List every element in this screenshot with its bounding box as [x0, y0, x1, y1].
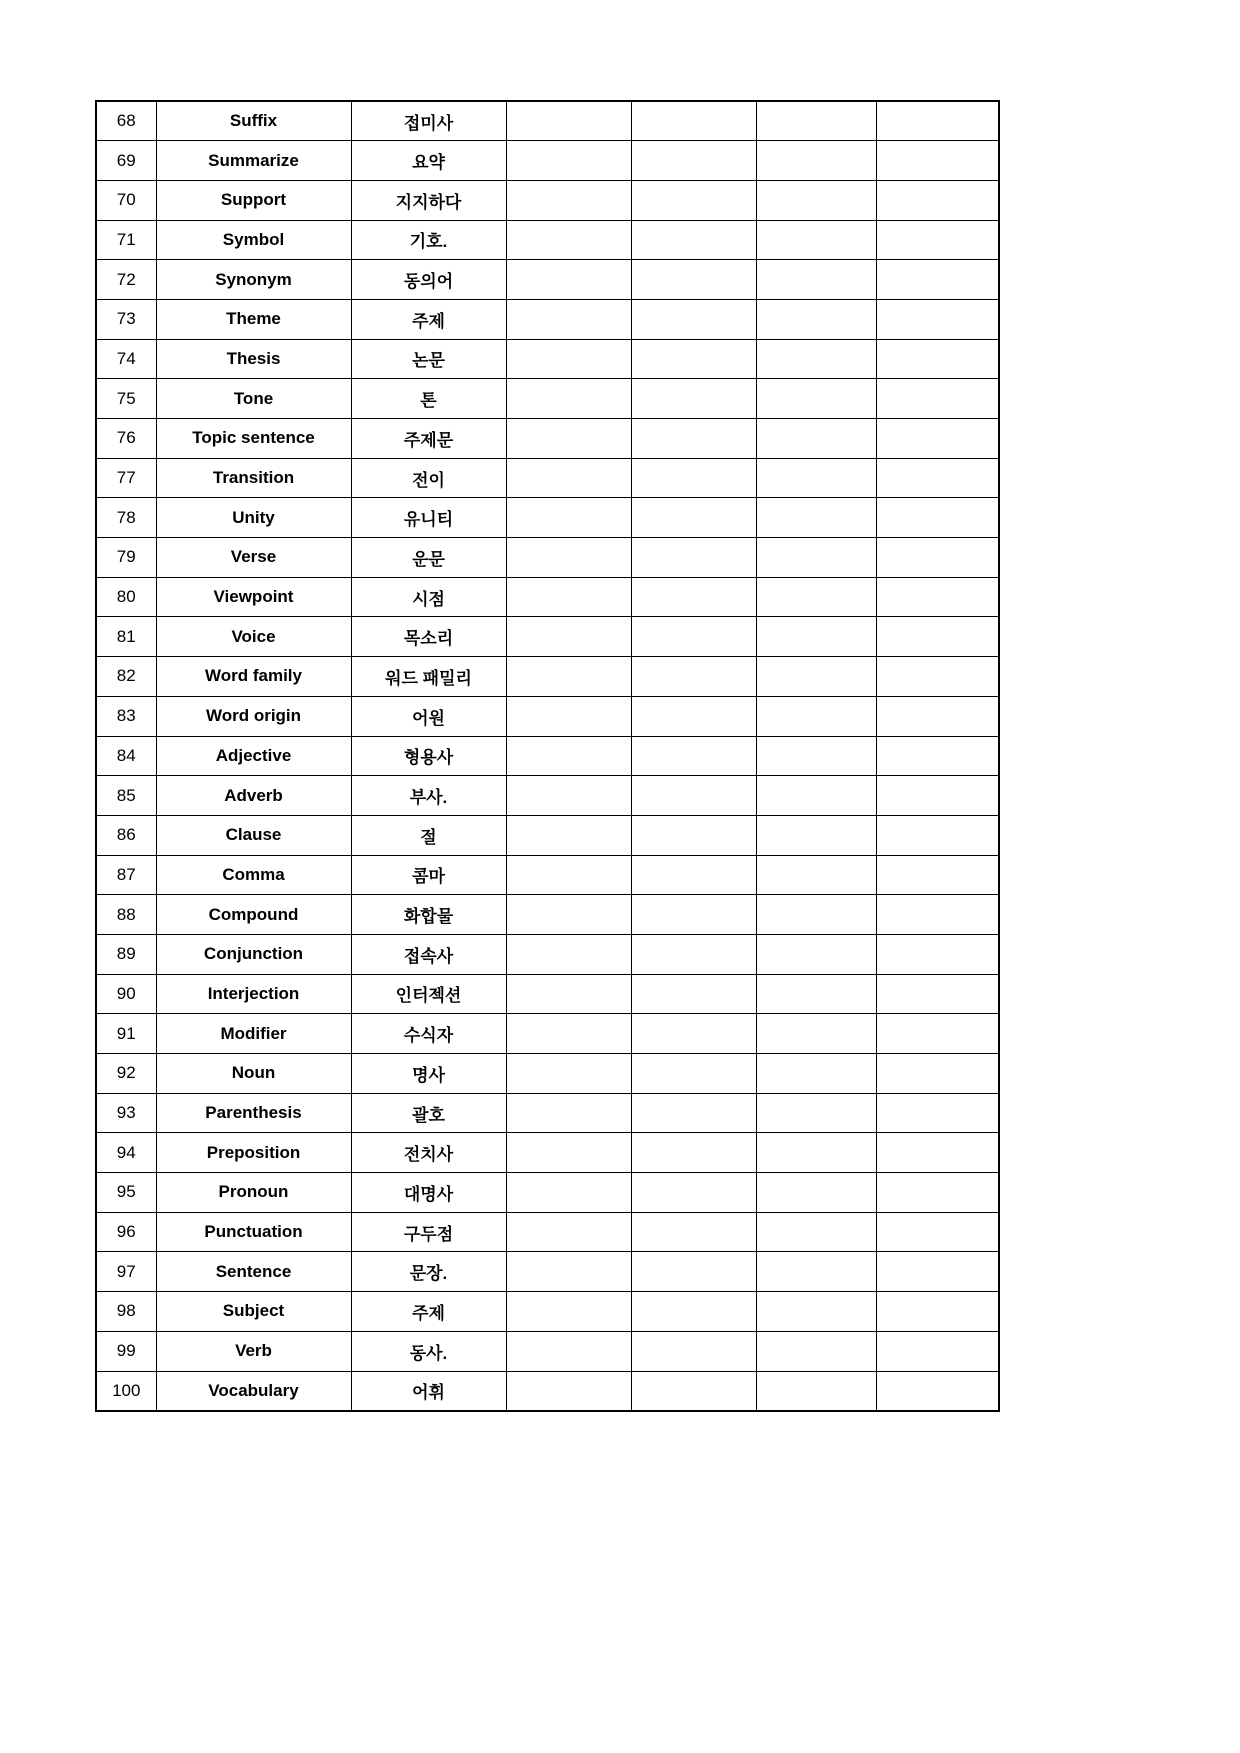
- korean-word-cell: 지지하다: [351, 180, 506, 220]
- english-word-cell: Preposition: [156, 1133, 351, 1173]
- blank-cell: [506, 1212, 631, 1252]
- korean-word-cell: 문장.: [351, 1252, 506, 1292]
- korean-word-cell: 주제: [351, 299, 506, 339]
- row-number-cell: 98: [96, 1292, 156, 1332]
- korean-word-cell: 워드 패밀리: [351, 657, 506, 697]
- blank-cell: [506, 141, 631, 181]
- table-row: [96, 538, 999, 578]
- english-word-cell: Subject: [156, 1292, 351, 1332]
- blank-cell: [631, 934, 756, 974]
- korean-word-cell: 전이: [351, 458, 506, 498]
- row-number-cell: 83: [96, 696, 156, 736]
- table-row: [96, 180, 999, 220]
- blank-cell: [506, 339, 631, 379]
- table-row: [96, 696, 999, 736]
- english-word-cell: Thesis: [156, 339, 351, 379]
- korean-word-cell: 유니티: [351, 498, 506, 538]
- blank-cell: [756, 180, 876, 220]
- korean-word-cell: 동의어: [351, 260, 506, 300]
- table-row: [96, 1133, 999, 1173]
- row-number-cell: 96: [96, 1212, 156, 1252]
- blank-cell: [756, 974, 876, 1014]
- row-number-cell: 68: [96, 101, 156, 141]
- row-number-cell: 85: [96, 776, 156, 816]
- row-number-cell: 88: [96, 895, 156, 935]
- row-number-cell: 91: [96, 1014, 156, 1054]
- english-word-cell: Symbol: [156, 220, 351, 260]
- blank-cell: [756, 1331, 876, 1371]
- blank-cell: [876, 895, 999, 935]
- korean-word-cell: 기호.: [351, 220, 506, 260]
- blank-cell: [631, 141, 756, 181]
- blank-cell: [506, 895, 631, 935]
- table-row: [96, 141, 999, 181]
- row-number-cell: 86: [96, 815, 156, 855]
- row-number-cell: 73: [96, 299, 156, 339]
- blank-cell: [631, 299, 756, 339]
- row-number-cell: 79: [96, 538, 156, 578]
- blank-cell: [506, 736, 631, 776]
- korean-word-cell: 대명사: [351, 1173, 506, 1213]
- english-word-cell: Viewpoint: [156, 577, 351, 617]
- blank-cell: [756, 1212, 876, 1252]
- table-row: [96, 815, 999, 855]
- blank-cell: [756, 458, 876, 498]
- blank-cell: [876, 1252, 999, 1292]
- blank-cell: [756, 855, 876, 895]
- row-number-cell: 92: [96, 1054, 156, 1094]
- blank-cell: [631, 974, 756, 1014]
- blank-cell: [756, 339, 876, 379]
- korean-word-cell: 논문: [351, 339, 506, 379]
- blank-cell: [506, 379, 631, 419]
- blank-cell: [876, 1093, 999, 1133]
- table-row: [96, 657, 999, 697]
- row-number-cell: 71: [96, 220, 156, 260]
- english-word-cell: Clause: [156, 815, 351, 855]
- blank-cell: [506, 220, 631, 260]
- blank-cell: [876, 101, 999, 141]
- blank-cell: [876, 934, 999, 974]
- korean-word-cell: 부사.: [351, 776, 506, 816]
- blank-cell: [506, 1371, 631, 1411]
- blank-cell: [631, 736, 756, 776]
- blank-cell: [631, 1371, 756, 1411]
- table-row: [96, 260, 999, 300]
- blank-cell: [631, 1093, 756, 1133]
- english-word-cell: Summarize: [156, 141, 351, 181]
- table-row: [96, 934, 999, 974]
- blank-cell: [756, 577, 876, 617]
- row-number-cell: 99: [96, 1331, 156, 1371]
- row-number-cell: 70: [96, 180, 156, 220]
- blank-cell: [756, 101, 876, 141]
- blank-cell: [631, 776, 756, 816]
- blank-cell: [506, 419, 631, 459]
- korean-word-cell: 접속사: [351, 934, 506, 974]
- blank-cell: [631, 419, 756, 459]
- row-number-cell: 77: [96, 458, 156, 498]
- row-number-cell: 100: [96, 1371, 156, 1411]
- row-number-cell: 84: [96, 736, 156, 776]
- blank-cell: [756, 538, 876, 578]
- blank-cell: [506, 180, 631, 220]
- blank-cell: [876, 1133, 999, 1173]
- english-word-cell: Parenthesis: [156, 1093, 351, 1133]
- blank-cell: [506, 1014, 631, 1054]
- blank-cell: [756, 1133, 876, 1173]
- table-row: [96, 736, 999, 776]
- blank-cell: [631, 1054, 756, 1094]
- row-number-cell: 95: [96, 1173, 156, 1213]
- blank-cell: [506, 1093, 631, 1133]
- table-row: [96, 776, 999, 816]
- blank-cell: [876, 736, 999, 776]
- english-word-cell: Vocabulary: [156, 1371, 351, 1411]
- blank-cell: [876, 538, 999, 578]
- row-number-cell: 74: [96, 339, 156, 379]
- blank-cell: [756, 1252, 876, 1292]
- blank-cell: [506, 1054, 631, 1094]
- row-number-cell: 76: [96, 419, 156, 459]
- english-word-cell: Noun: [156, 1054, 351, 1094]
- table-row: [96, 379, 999, 419]
- korean-word-cell: 절: [351, 815, 506, 855]
- blank-cell: [756, 1014, 876, 1054]
- row-number-cell: 75: [96, 379, 156, 419]
- blank-cell: [756, 1093, 876, 1133]
- blank-cell: [756, 657, 876, 697]
- row-number-cell: 78: [96, 498, 156, 538]
- blank-cell: [631, 617, 756, 657]
- row-number-cell: 89: [96, 934, 156, 974]
- row-number-cell: 82: [96, 657, 156, 697]
- korean-word-cell: 목소리: [351, 617, 506, 657]
- blank-cell: [876, 299, 999, 339]
- blank-cell: [756, 1292, 876, 1332]
- korean-word-cell: 어원: [351, 696, 506, 736]
- english-word-cell: Comma: [156, 855, 351, 895]
- blank-cell: [876, 419, 999, 459]
- english-word-cell: Word family: [156, 657, 351, 697]
- korean-word-cell: 톤: [351, 379, 506, 419]
- vocab-table-body: [96, 101, 999, 1411]
- table-row: [96, 855, 999, 895]
- blank-cell: [631, 1292, 756, 1332]
- blank-cell: [876, 1173, 999, 1213]
- row-number-cell: 69: [96, 141, 156, 181]
- blank-cell: [506, 657, 631, 697]
- blank-cell: [506, 617, 631, 657]
- table-row: [96, 1371, 999, 1411]
- blank-cell: [756, 895, 876, 935]
- table-row: [96, 1292, 999, 1332]
- korean-word-cell: 수식자: [351, 1014, 506, 1054]
- table-row: [96, 101, 999, 141]
- row-number-cell: 97: [96, 1252, 156, 1292]
- blank-cell: [631, 1133, 756, 1173]
- korean-word-cell: 화합물: [351, 895, 506, 935]
- table-row: [96, 1093, 999, 1133]
- blank-cell: [876, 1054, 999, 1094]
- table-row: [96, 1173, 999, 1213]
- blank-cell: [506, 1331, 631, 1371]
- blank-cell: [876, 220, 999, 260]
- row-number-cell: 72: [96, 260, 156, 300]
- blank-cell: [876, 379, 999, 419]
- blank-cell: [631, 260, 756, 300]
- table-row: [96, 458, 999, 498]
- english-word-cell: Adverb: [156, 776, 351, 816]
- korean-word-cell: 구두점: [351, 1212, 506, 1252]
- blank-cell: [506, 696, 631, 736]
- blank-cell: [631, 1252, 756, 1292]
- blank-cell: [876, 1292, 999, 1332]
- blank-cell: [506, 458, 631, 498]
- blank-cell: [506, 1252, 631, 1292]
- english-word-cell: Verse: [156, 538, 351, 578]
- blank-cell: [876, 855, 999, 895]
- korean-word-cell: 명사: [351, 1054, 506, 1094]
- blank-cell: [756, 815, 876, 855]
- english-word-cell: Compound: [156, 895, 351, 935]
- row-number-cell: 81: [96, 617, 156, 657]
- blank-cell: [631, 1014, 756, 1054]
- table-row: [96, 339, 999, 379]
- english-word-cell: Punctuation: [156, 1212, 351, 1252]
- blank-cell: [631, 855, 756, 895]
- blank-cell: [876, 1371, 999, 1411]
- blank-cell: [756, 498, 876, 538]
- english-word-cell: Conjunction: [156, 934, 351, 974]
- blank-cell: [876, 458, 999, 498]
- blank-cell: [506, 776, 631, 816]
- row-number-cell: 90: [96, 974, 156, 1014]
- blank-cell: [631, 220, 756, 260]
- blank-cell: [876, 974, 999, 1014]
- row-number-cell: 80: [96, 577, 156, 617]
- english-word-cell: Adjective: [156, 736, 351, 776]
- row-number-cell: 87: [96, 855, 156, 895]
- blank-cell: [876, 1331, 999, 1371]
- blank-cell: [631, 1212, 756, 1252]
- korean-word-cell: 형용사: [351, 736, 506, 776]
- english-word-cell: Voice: [156, 617, 351, 657]
- english-word-cell: Synonym: [156, 260, 351, 300]
- row-number-cell: 93: [96, 1093, 156, 1133]
- blank-cell: [631, 458, 756, 498]
- korean-word-cell: 요약: [351, 141, 506, 181]
- table-row: [96, 220, 999, 260]
- vocabulary-table: [95, 100, 1000, 1412]
- blank-cell: [631, 577, 756, 617]
- blank-cell: [756, 141, 876, 181]
- blank-cell: [506, 498, 631, 538]
- korean-word-cell: 시점: [351, 577, 506, 617]
- korean-word-cell: 인터젝션: [351, 974, 506, 1014]
- table-row: [96, 1252, 999, 1292]
- blank-cell: [506, 538, 631, 578]
- blank-cell: [756, 220, 876, 260]
- blank-cell: [876, 696, 999, 736]
- blank-cell: [876, 260, 999, 300]
- blank-cell: [876, 776, 999, 816]
- korean-word-cell: 접미사: [351, 101, 506, 141]
- blank-cell: [631, 895, 756, 935]
- blank-cell: [876, 1212, 999, 1252]
- blank-cell: [756, 1173, 876, 1213]
- row-number-cell: 94: [96, 1133, 156, 1173]
- english-word-cell: Support: [156, 180, 351, 220]
- blank-cell: [506, 1133, 631, 1173]
- table-row: [96, 577, 999, 617]
- blank-cell: [631, 815, 756, 855]
- table-row: [96, 1212, 999, 1252]
- table-row: [96, 1014, 999, 1054]
- english-word-cell: Pronoun: [156, 1173, 351, 1213]
- blank-cell: [506, 577, 631, 617]
- blank-cell: [506, 934, 631, 974]
- korean-word-cell: 콤마: [351, 855, 506, 895]
- blank-cell: [756, 1054, 876, 1094]
- table-row: [96, 617, 999, 657]
- blank-cell: [756, 776, 876, 816]
- english-word-cell: Sentence: [156, 1252, 351, 1292]
- blank-cell: [631, 696, 756, 736]
- blank-cell: [756, 379, 876, 419]
- blank-cell: [631, 1173, 756, 1213]
- blank-cell: [876, 1014, 999, 1054]
- korean-word-cell: 운문: [351, 538, 506, 578]
- english-word-cell: Topic sentence: [156, 419, 351, 459]
- english-word-cell: Theme: [156, 299, 351, 339]
- korean-word-cell: 주제: [351, 1292, 506, 1332]
- english-word-cell: Unity: [156, 498, 351, 538]
- english-word-cell: Modifier: [156, 1014, 351, 1054]
- table-row: [96, 895, 999, 935]
- korean-word-cell: 전치사: [351, 1133, 506, 1173]
- blank-cell: [756, 260, 876, 300]
- blank-cell: [631, 180, 756, 220]
- table-row: [96, 419, 999, 459]
- blank-cell: [876, 815, 999, 855]
- blank-cell: [631, 339, 756, 379]
- blank-cell: [756, 934, 876, 974]
- table-row: [96, 1054, 999, 1094]
- blank-cell: [631, 538, 756, 578]
- blank-cell: [506, 815, 631, 855]
- blank-cell: [756, 617, 876, 657]
- blank-cell: [756, 1371, 876, 1411]
- blank-cell: [631, 379, 756, 419]
- blank-cell: [506, 974, 631, 1014]
- blank-cell: [506, 1173, 631, 1213]
- blank-cell: [506, 101, 631, 141]
- english-word-cell: Interjection: [156, 974, 351, 1014]
- blank-cell: [506, 1292, 631, 1332]
- korean-word-cell: 주제문: [351, 419, 506, 459]
- blank-cell: [631, 1331, 756, 1371]
- table-row: [96, 1331, 999, 1371]
- blank-cell: [876, 617, 999, 657]
- blank-cell: [756, 736, 876, 776]
- blank-cell: [506, 260, 631, 300]
- korean-word-cell: 어휘: [351, 1371, 506, 1411]
- blank-cell: [756, 419, 876, 459]
- blank-cell: [756, 299, 876, 339]
- blank-cell: [876, 180, 999, 220]
- english-word-cell: Verb: [156, 1331, 351, 1371]
- table-row: [96, 498, 999, 538]
- blank-cell: [876, 141, 999, 181]
- korean-word-cell: 동사.: [351, 1331, 506, 1371]
- blank-cell: [506, 855, 631, 895]
- blank-cell: [631, 498, 756, 538]
- blank-cell: [506, 299, 631, 339]
- blank-cell: [876, 577, 999, 617]
- table-row: [96, 299, 999, 339]
- blank-cell: [631, 657, 756, 697]
- blank-cell: [631, 101, 756, 141]
- english-word-cell: Tone: [156, 379, 351, 419]
- blank-cell: [876, 657, 999, 697]
- english-word-cell: Transition: [156, 458, 351, 498]
- english-word-cell: Word origin: [156, 696, 351, 736]
- table-row: [96, 974, 999, 1014]
- blank-cell: [756, 696, 876, 736]
- blank-cell: [876, 339, 999, 379]
- english-word-cell: Suffix: [156, 101, 351, 141]
- blank-cell: [876, 498, 999, 538]
- korean-word-cell: 괄호: [351, 1093, 506, 1133]
